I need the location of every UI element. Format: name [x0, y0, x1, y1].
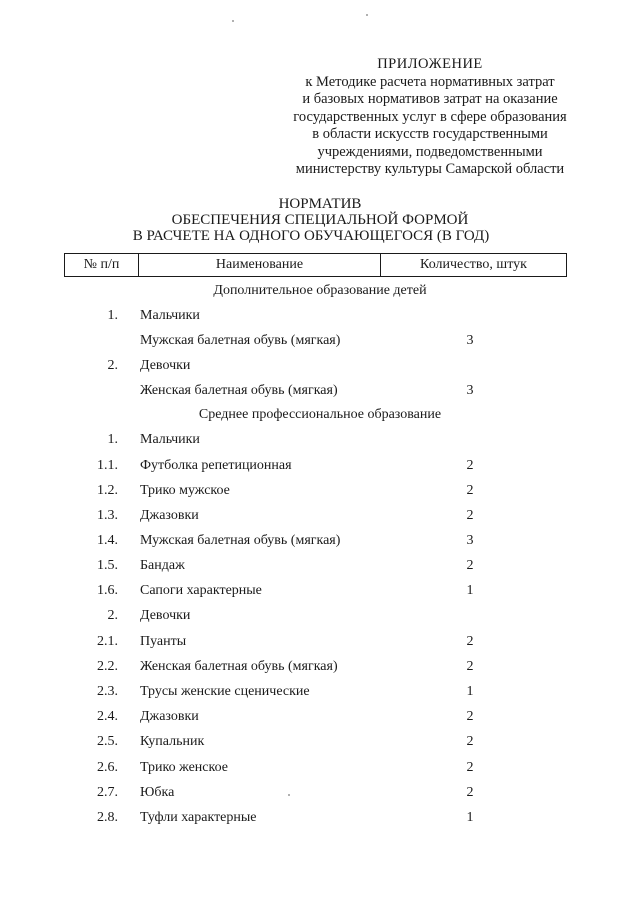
row-quantity: 2: [466, 785, 474, 800]
header-name: Наименование: [139, 254, 381, 276]
title-line: НОРМАТИВ: [278, 196, 362, 212]
appendix-title: ПРИЛОЖЕНИЕ: [377, 56, 483, 72]
table-row: [0, 758, 640, 778]
section-title: Дополнительное образование детей: [213, 283, 427, 298]
appendix-line: и базовых нормативов затрат на оказание: [302, 91, 558, 107]
row-name: Джазовки: [140, 508, 199, 523]
row-name: Мужская балетная обувь (мягкая): [140, 333, 341, 348]
row-name: Мальчики: [140, 432, 200, 447]
table-row: [0, 808, 640, 828]
appendix-line: в области искусств государственными: [312, 126, 548, 142]
row-name: Сапоги характерные: [140, 583, 262, 598]
row-number: 2.: [107, 358, 118, 373]
row-name: Бандаж: [140, 558, 185, 573]
section-title: Среднее профессиональное образование: [198, 407, 442, 422]
row-number: 2.2.: [97, 659, 118, 674]
row-name: Джазовки: [140, 709, 199, 724]
row-number: 1.5.: [97, 558, 118, 573]
row-name: Трико женское: [140, 760, 228, 775]
table-row: [0, 606, 640, 626]
table-row: [0, 783, 640, 803]
row-number: 1.: [107, 432, 118, 447]
row-name: Мальчики: [140, 308, 200, 323]
row-number: 2.3.: [97, 684, 118, 699]
row-name: Юбка: [140, 785, 175, 800]
table-row: [0, 481, 640, 501]
row-name: Трико мужское: [140, 483, 230, 498]
table-row: [0, 506, 640, 526]
row-number: 2.1.: [97, 634, 118, 649]
row-quantity: 2: [466, 508, 474, 523]
row-quantity: 1: [466, 583, 474, 598]
table-row: [0, 682, 640, 702]
table-header: [64, 253, 567, 277]
row-quantity: 2: [466, 483, 474, 498]
row-name: Девочки: [140, 358, 191, 373]
row-quantity: 2: [466, 558, 474, 573]
table-row: [0, 732, 640, 752]
appendix-line: учреждениями, подведомственными: [317, 143, 543, 160]
row-name: Футболка репетиционная: [140, 458, 292, 473]
table-row: [0, 331, 640, 351]
table-row: [0, 657, 640, 677]
table-row: [0, 430, 640, 450]
row-name: Мужская балетная обувь (мягкая): [140, 533, 341, 548]
title-line: ОБЕСПЕЧЕНИЯ СПЕЦИАЛЬНОЙ ФОРМОЙ: [171, 212, 469, 228]
table-row: [0, 456, 640, 476]
row-name: Пуанты: [140, 634, 187, 649]
row-quantity: 3: [466, 333, 474, 348]
appendix-line: министерству культуры Самарской области: [295, 161, 565, 177]
row-number: 1.3.: [97, 508, 118, 523]
row-name: Туфли характерные: [140, 810, 257, 825]
scan-speck: [366, 14, 368, 16]
row-name: Девочки: [140, 608, 191, 623]
row-number: 1.1.: [97, 458, 118, 473]
row-number: 1.2.: [97, 483, 118, 498]
table-row: [0, 556, 640, 576]
row-number: 1.6.: [97, 583, 118, 598]
table-row: [0, 581, 640, 601]
table-row: [0, 707, 640, 727]
row-quantity: 2: [466, 634, 474, 649]
row-quantity: 2: [466, 709, 474, 724]
appendix-line: к Методике расчета нормативных затрат: [305, 73, 555, 90]
table-row: [0, 531, 640, 551]
row-name: Купальник: [140, 734, 205, 749]
row-number: 1.: [107, 308, 118, 323]
table-row: [0, 306, 640, 326]
row-name: Трусы женские сценические: [140, 684, 310, 699]
row-number: 2.: [107, 608, 118, 623]
table-row: [0, 356, 640, 376]
header-number: № п/п: [65, 254, 139, 276]
row-number: 2.4.: [97, 709, 118, 724]
row-quantity: 2: [466, 734, 474, 749]
row-number: 2.7.: [97, 785, 118, 800]
document-title: [0, 196, 640, 244]
row-quantity: 1: [466, 684, 474, 699]
row-quantity: 2: [466, 458, 474, 473]
title-line: В РАСЧЕТЕ НА ОДНОГО ОБУЧАЮЩЕГОСЯ (В ГОД): [132, 228, 490, 244]
row-quantity: 2: [466, 659, 474, 674]
row-quantity: 2: [466, 760, 474, 775]
row-quantity: 1: [466, 810, 474, 825]
row-name: Женская балетная обувь (мягкая): [140, 383, 338, 398]
row-number: 2.6.: [97, 760, 118, 775]
row-quantity: 3: [466, 383, 474, 398]
row-number: 2.5.: [97, 734, 118, 749]
row-number: 2.8.: [97, 810, 118, 825]
row-name: Женская балетная обувь (мягкая): [140, 659, 338, 674]
row-quantity: 3: [466, 533, 474, 548]
table-row: [0, 381, 640, 401]
row-number: 1.4.: [97, 533, 118, 548]
appendix-line: государственных услуг в сфере образования: [293, 108, 567, 125]
header-quantity: Количество, штук: [420, 257, 527, 272]
table-row: [0, 632, 640, 652]
appendix-block: [250, 56, 610, 179]
scan-speck: [288, 794, 290, 796]
scan-speck: [232, 20, 234, 22]
